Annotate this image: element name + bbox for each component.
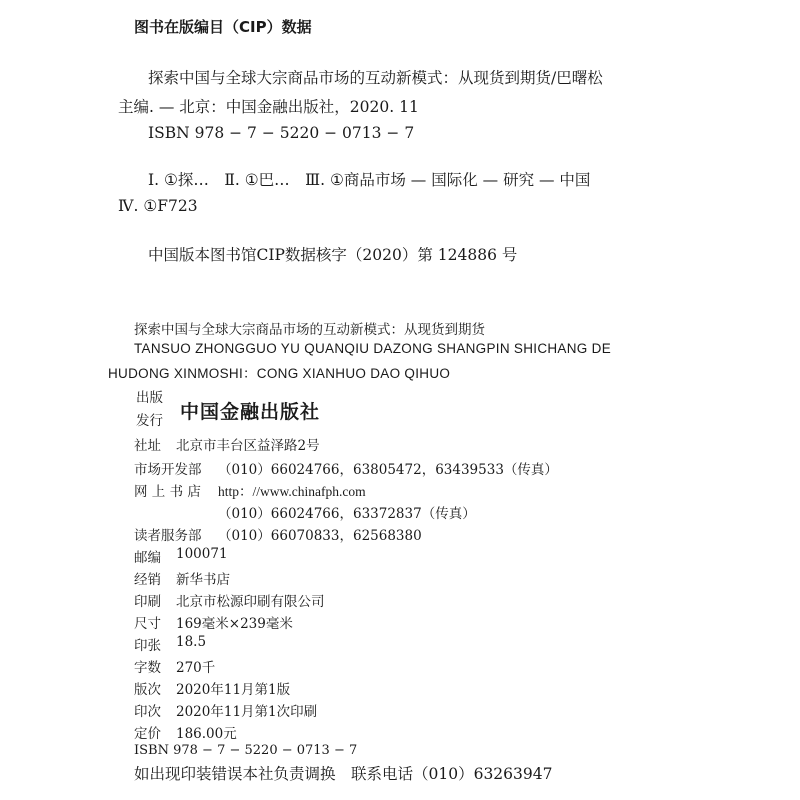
cip-subject-line2: Ⅳ. ①F723 bbox=[118, 197, 198, 215]
cip-subject-line1: Ⅰ. ①探… Ⅱ. ①巴… Ⅲ. ①商品市场 — 国际化 — 研究 — 中国 bbox=[148, 171, 591, 189]
words-row bbox=[134, 656, 216, 676]
address-row bbox=[134, 434, 320, 454]
zip-row bbox=[134, 546, 228, 566]
reader-phone: （010）66070833，62568380 bbox=[218, 528, 422, 544]
sheets-label: 印张 bbox=[134, 638, 161, 654]
publish-label-1: 出版 bbox=[136, 390, 163, 406]
book-title: 探索中国与全球大宗商品市场的互动新模式：从现货到期货 bbox=[134, 322, 485, 338]
distributor-value: 新华书店 bbox=[176, 572, 230, 588]
price-value: 186.00元 bbox=[176, 726, 237, 742]
size-label: 尺寸 bbox=[134, 616, 161, 632]
words-value: 270千 bbox=[176, 660, 216, 676]
address-value: 北京市丰台区益泽路2号 bbox=[176, 438, 320, 454]
price-row bbox=[134, 722, 237, 742]
reader-row bbox=[134, 524, 422, 544]
pinyin-line1: TANSUO ZHONGGUO YU QUANQIU DAZONG SHANGPIN SHICHANG DE bbox=[134, 341, 611, 356]
sheets-row bbox=[134, 634, 207, 654]
cip-title-line2: 主编. — 北京：中国金融出版社，2020. 11 bbox=[118, 98, 419, 116]
size-value: 169毫米×239毫米 bbox=[176, 616, 293, 632]
online-phone: （010）66024766，63372837（传真） bbox=[218, 506, 476, 522]
price-label: 定价 bbox=[134, 726, 161, 742]
edition-value: 2020年11月第1版 bbox=[176, 682, 291, 698]
reader-label: 读者服务部 bbox=[134, 528, 202, 544]
cip-isbn: ISBN 978 − 7 − 5220 − 0713 − 7 bbox=[148, 124, 415, 142]
cip-number: 中国版本图书馆CIP数据核字（2020）第 124886 号 bbox=[148, 246, 518, 264]
market-label: 市场开发部 bbox=[134, 462, 202, 478]
publish-label-2: 发行 bbox=[136, 413, 163, 429]
pinyin-line2: HUDONG XINMOSHI：CONG XIANHUO DAO QIHUO bbox=[108, 366, 451, 381]
copyright-isbn: ISBN 978 − 7 − 5220 − 0713 − 7 bbox=[134, 743, 358, 758]
size-row bbox=[134, 612, 293, 632]
edition-label: 版次 bbox=[134, 682, 161, 698]
sheets-value: 18.5 bbox=[176, 634, 207, 650]
cip-heading: 图书在版编目（CIP）数据 bbox=[134, 18, 312, 36]
zip-value: 100071 bbox=[176, 546, 228, 562]
online-row bbox=[134, 480, 366, 500]
printer-row bbox=[134, 590, 325, 610]
edition-row bbox=[134, 678, 291, 698]
distributor-row bbox=[134, 568, 230, 588]
printer-label: 印刷 bbox=[134, 594, 161, 610]
notice: 如出现印装错误本社负责调换 联系电话（010）63263947 bbox=[134, 765, 553, 783]
market-row bbox=[134, 458, 558, 478]
printing-label: 印次 bbox=[134, 704, 161, 720]
address-label: 社址 bbox=[134, 438, 161, 454]
printer-value: 北京市松源印刷有限公司 bbox=[176, 594, 325, 610]
publisher-logo: 中国金融出版社 bbox=[180, 401, 321, 423]
online-label: 网 上 书 店 bbox=[134, 484, 201, 500]
online-url: http：//www.chinafph.com bbox=[218, 484, 366, 499]
distributor-label: 经销 bbox=[134, 572, 161, 588]
words-label: 字数 bbox=[134, 660, 161, 676]
printing-value: 2020年11月第1次印刷 bbox=[176, 704, 318, 720]
zip-label: 邮编 bbox=[134, 550, 161, 566]
printing-row bbox=[134, 700, 318, 720]
cip-title-line1: 探索中国与全球大宗商品市场的互动新模式：从现货到期货/巴曙松 bbox=[148, 69, 603, 87]
market-phone: （010）66024766，63805472，63439533（传真） bbox=[218, 462, 558, 478]
